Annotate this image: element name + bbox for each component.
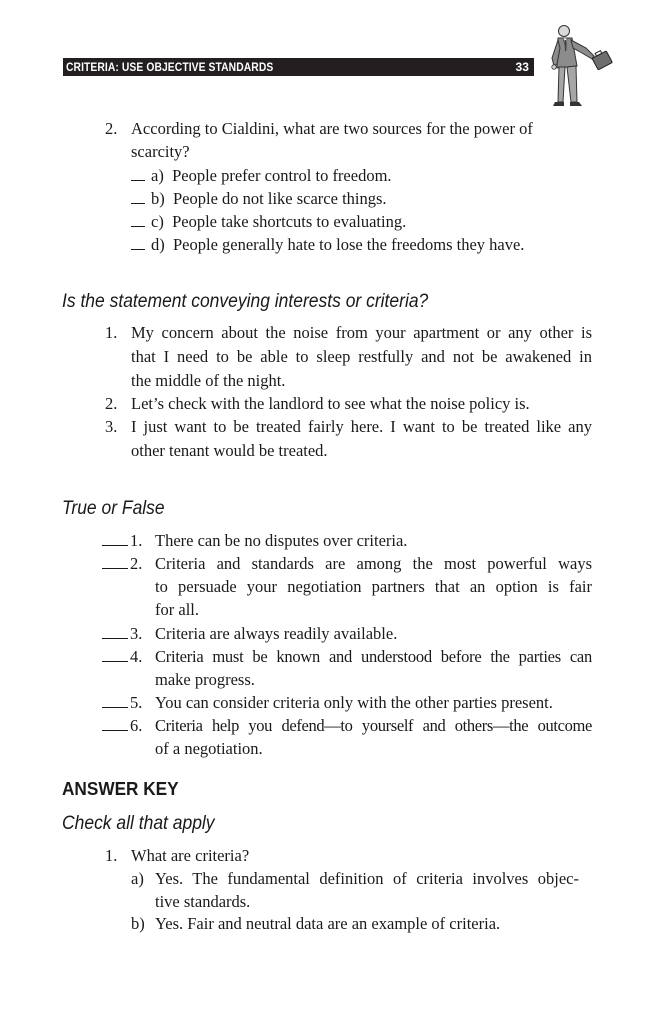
item-number: 2. xyxy=(105,394,118,413)
tf-line: You can consider criteria only with the other parties present. xyxy=(155,693,553,712)
answer-blank[interactable] xyxy=(131,236,145,250)
answer-a-line: Yes. The fundamental definition of criteria involves objec- xyxy=(155,869,579,888)
tf-item-4: 4. xyxy=(102,646,142,668)
item-number: 1. xyxy=(105,323,118,342)
tf-line: Criteria are always readily available. xyxy=(155,624,398,643)
option-a: a) People prefer control to freedom. xyxy=(131,165,392,187)
question-2-line-2: scarcity? xyxy=(131,142,190,161)
item-line: the middle of the night. xyxy=(131,371,286,390)
option-c: c) People take shortcuts to evaluating. xyxy=(131,211,406,233)
item-number: 3. xyxy=(105,417,118,436)
option-d: d) People generally hate to lose the freedoms they have. xyxy=(131,234,524,256)
chapter-title: CRITERIA: USE OBJECTIVE STANDARDS xyxy=(66,60,274,74)
answer-b-line: Yes. Fair and neutral data are an example of criteria. xyxy=(155,914,501,933)
tf-item-6: 6. xyxy=(102,715,142,737)
tf-line: make progress. xyxy=(155,670,255,689)
answer-blank[interactable] xyxy=(131,190,145,204)
tf-item-3: 3. xyxy=(102,623,142,645)
tf-line: Criteria and standards are among the most powerful ways xyxy=(155,554,592,573)
answer-blank[interactable] xyxy=(102,717,128,731)
running-header xyxy=(63,58,534,76)
businessman-briefcase-icon xyxy=(544,22,620,110)
tf-item-1: 1. xyxy=(102,530,142,552)
item-line: other tenant would be treated. xyxy=(131,441,328,460)
item-line: Let’s check with the landlord to see what the noise policy is. xyxy=(131,394,530,413)
answer-blank[interactable] xyxy=(102,694,128,708)
option-b: b) People do not like scarce things. xyxy=(131,188,387,210)
tf-item-5: 5. xyxy=(102,692,142,714)
item-line: that I need to be able to sleep restfully and not be awakened in xyxy=(131,347,592,366)
tf-line: of a negotiation. xyxy=(155,739,263,758)
tf-line: to persuade your negotiation partners that an option is fair xyxy=(155,577,592,596)
question-2-number: 2. xyxy=(105,119,118,138)
page-number: 33 xyxy=(515,60,529,74)
tf-line: Criteria must be known and understood before the parties can xyxy=(155,647,592,666)
answer-blank[interactable] xyxy=(102,625,128,639)
tf-line: There can be no disputes over criteria. xyxy=(155,531,408,550)
answer-q1-number: 1. xyxy=(105,846,118,865)
answer-a-letter: a) xyxy=(131,869,144,888)
section-heading-true-false: True or False xyxy=(62,498,165,519)
answer-blank[interactable] xyxy=(131,213,145,227)
section-heading-interests: Is the statement conveying interests or criteria? xyxy=(62,291,429,312)
answer-blank[interactable] xyxy=(102,648,128,662)
item-line: I just want to be treated fairly here. I want to be treated like any xyxy=(131,417,592,436)
tf-line: Criteria help you defend—to yourself and others—the outcome xyxy=(155,716,592,735)
answer-key-title: ANSWER KEY xyxy=(62,778,179,799)
question-2-line-1: According to Cialdini, what are two sources for the power of xyxy=(131,119,533,138)
answer-a-line: tive standards. xyxy=(155,892,251,911)
tf-line: for all. xyxy=(155,600,199,619)
answer-q1-text: What are criteria? xyxy=(131,846,250,865)
answer-blank[interactable] xyxy=(102,532,128,546)
answer-blank[interactable] xyxy=(102,555,128,569)
answer-blank[interactable] xyxy=(131,167,145,181)
answer-key-subheading: Check all that apply xyxy=(62,813,215,834)
tf-item-2: 2. xyxy=(102,553,142,575)
item-line: My concern about the noise from your apartment or any other is xyxy=(131,323,592,342)
answer-b-letter: b) xyxy=(131,914,145,933)
